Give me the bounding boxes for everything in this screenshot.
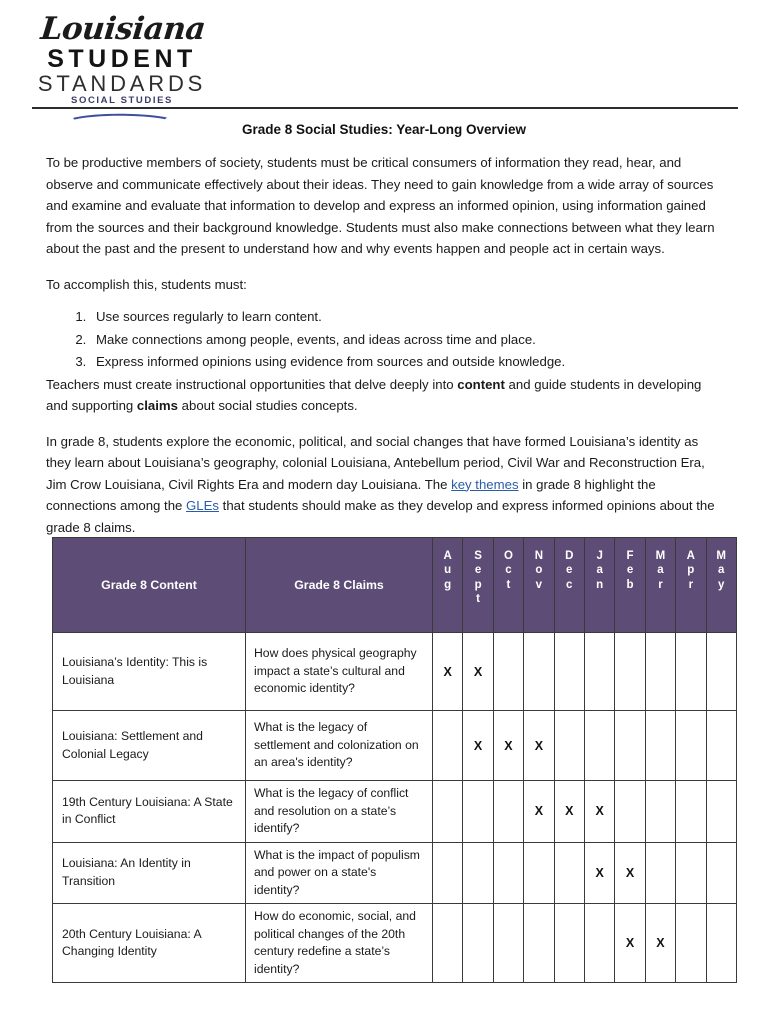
- table-row: [53, 781, 737, 843]
- cell-month-aug: [433, 781, 463, 843]
- cell-month-apr: [676, 904, 706, 983]
- month-letter: r: [688, 578, 694, 591]
- month-letter: c: [505, 564, 512, 576]
- month-letter: n: [596, 578, 604, 591]
- cell-claim: What is the impact of populism and power on a state's identity?: [246, 842, 433, 904]
- cell-month-oct: [493, 781, 523, 843]
- grade8-overview-paragraph: [46, 431, 722, 539]
- cell-month-feb: X: [615, 842, 645, 904]
- table-row: [53, 711, 737, 781]
- column-header-month-jan: [584, 538, 614, 633]
- list-item: 3. Express informed opinions using evidence from sources and outside knowledge.: [90, 351, 722, 373]
- month-letter: c: [566, 578, 573, 591]
- list-item: 2. Make connections among people, events, and ideas across time and place.: [90, 329, 722, 351]
- month-letter: a: [657, 564, 664, 576]
- intro-paragraph: To be productive members of society, students must be critical consumers of information they read, hear, and observe and communicate effectively about their ideas. They need to gain knowledge from a wide array of sources and examine and evaluate that information to develop and express an informed opinion, using information gained from the sources and their background knowledge. Students must also make connections between what they learn about the past and the present to understand how and why events happen and people act in certain ways.: [46, 155, 715, 256]
- cell-month-oct: [493, 633, 523, 711]
- cell-claim: How do economic, social, and political changes of the 20th century redefine a state’s identity?: [246, 904, 433, 983]
- grade-text-3: that students should make as they develop and express informed opinions about the grade 8 claims.: [46, 498, 715, 535]
- list-item: 1. Use sources regularly to learn content.: [90, 306, 722, 328]
- logo-word-social-studies: SOCIAL STUDIES: [71, 95, 173, 106]
- cell-content: 19th Century Louisiana: A State in Conflict: [53, 781, 246, 843]
- cell-month-aug: X: [433, 633, 463, 711]
- cell-month-aug: [433, 842, 463, 904]
- cell-month-sept: X: [463, 711, 493, 781]
- table-body: [53, 633, 737, 983]
- cell-month-dec: [554, 711, 584, 781]
- cell-claim: What is the legacy of settlement and colonization on an area's identity?: [246, 711, 433, 781]
- column-header-month-mar: [645, 538, 675, 633]
- cell-month-dec: [554, 842, 584, 904]
- month-letter: v: [535, 578, 543, 591]
- cell-month-nov: [524, 904, 554, 983]
- month-letter: e: [566, 564, 573, 576]
- teachers-text-1: Teachers must create instructional opportunities that delve deeply into: [46, 376, 458, 392]
- month-letters-nov: [524, 539, 553, 632]
- cell-month-may: [706, 842, 736, 904]
- table-row: [53, 842, 737, 904]
- lead-in-text: To accomplish this, students must:: [46, 276, 247, 292]
- year-long-overview-table: [52, 537, 737, 983]
- month-letter: b: [626, 578, 634, 591]
- column-header-month-apr: [676, 538, 706, 633]
- cell-month-mar: X: [645, 904, 675, 983]
- cell-content: Louisiana: Settlement and Colonial Legacy: [53, 711, 246, 781]
- cell-month-mar: [645, 842, 675, 904]
- cell-month-dec: [554, 633, 584, 711]
- cell-month-mar: [645, 633, 675, 711]
- month-letters-mar: [646, 539, 675, 632]
- month-letter: D: [565, 549, 574, 562]
- column-header-month-oct: [493, 538, 523, 633]
- month-letters-sept: [463, 539, 492, 632]
- cell-claim: How does physical geography impact a state’s cultural and economic identity?: [246, 633, 433, 711]
- cell-month-jan: [584, 711, 614, 781]
- cell-month-may: [706, 633, 736, 711]
- cell-month-apr: [676, 633, 706, 711]
- cell-month-feb: [615, 711, 645, 781]
- month-letters-dec: [555, 539, 584, 632]
- cell-month-may: [706, 711, 736, 781]
- gles-link[interactable]: GLEs: [186, 498, 220, 513]
- column-header-month-aug: [433, 538, 463, 633]
- month-letter: F: [626, 549, 634, 562]
- cell-month-jan: [584, 904, 614, 983]
- month-letters-jan: [585, 539, 614, 632]
- month-letter: e: [626, 564, 634, 576]
- month-letter: A: [443, 549, 452, 562]
- table-header-row: [53, 538, 737, 633]
- table-header: [53, 538, 737, 633]
- bold-content: content: [457, 376, 505, 392]
- month-letter: p: [474, 578, 482, 591]
- month-letter: g: [444, 578, 452, 591]
- cell-month-apr: [676, 842, 706, 904]
- column-header-content: Grade 8 Content: [53, 538, 246, 633]
- logo-script-louisiana: Louisiana: [38, 11, 208, 47]
- month-letter: J: [596, 549, 603, 562]
- cell-month-feb: [615, 781, 645, 843]
- cell-month-jan: [584, 633, 614, 711]
- month-letter: p: [687, 564, 695, 576]
- column-header-claims: Grade 8 Claims: [246, 538, 433, 633]
- cell-month-nov: [524, 842, 554, 904]
- month-letter: M: [716, 549, 726, 562]
- month-letter: t: [476, 593, 480, 605]
- month-letter: o: [535, 564, 543, 576]
- cell-month-dec: [554, 904, 584, 983]
- month-letter: t: [506, 578, 511, 591]
- cell-month-mar: [645, 781, 675, 843]
- month-letters-apr: [676, 539, 705, 632]
- table-row: [53, 633, 737, 711]
- cell-month-jan: X: [584, 842, 614, 904]
- month-letter: A: [686, 549, 695, 562]
- grade-text-1: In grade 8, students explore the economic, political, and social changes that have formed Louisiana’s identity as they learn about Louisiana’s geography, colonial Louisiana, Antebellum period, Civil War and Reconstruction Era, Jim Crow Louisiana, Civil Rights Era and modern day Louisiana. The: [46, 433, 705, 492]
- month-letter: M: [655, 549, 666, 562]
- month-letters-feb: [615, 539, 644, 632]
- month-letter: u: [444, 564, 452, 576]
- key-themes-link[interactable]: key themes: [451, 476, 519, 492]
- month-letter: S: [474, 549, 482, 562]
- column-header-month-may: [706, 538, 736, 633]
- cell-month-sept: [463, 842, 493, 904]
- cell-month-apr: [676, 711, 706, 781]
- column-header-month-dec: [554, 538, 584, 633]
- cell-month-sept: [463, 904, 493, 983]
- logo-word-standards: STANDARDS: [37, 71, 207, 96]
- teachers-text-2: and guide students in developing and supporting: [46, 376, 702, 413]
- month-letter: r: [658, 578, 663, 591]
- table-row: [53, 904, 737, 983]
- cell-month-sept: [463, 781, 493, 843]
- cell-claim: What is the legacy of conflict and resolution on a state’s identify?: [246, 781, 433, 843]
- cell-month-oct: [493, 904, 523, 983]
- month-letters-may: [707, 539, 736, 632]
- month-letters-oct: [494, 539, 523, 632]
- logo-word-student: STUDENT: [47, 45, 197, 73]
- column-header-month-nov: [524, 538, 554, 633]
- cell-month-nov: [524, 633, 554, 711]
- teachers-paragraph: [46, 374, 722, 417]
- bold-claims: claims: [136, 398, 178, 413]
- cell-month-jan: X: [584, 781, 614, 843]
- cell-content: Louisiana’s Identity: This is Louisiana: [53, 633, 246, 711]
- cell-content: Louisiana: An Identity in Transition: [53, 842, 246, 904]
- cell-content: 20th Century Louisiana: A Changing Identity: [53, 904, 246, 983]
- column-header-month-feb: [615, 538, 645, 633]
- cell-month-feb: [615, 633, 645, 711]
- cell-month-apr: [676, 781, 706, 843]
- month-letter: O: [504, 549, 513, 562]
- document-body: [46, 120, 722, 552]
- header-divider: [32, 107, 738, 109]
- cell-month-aug: [433, 904, 463, 983]
- cell-month-nov: X: [524, 711, 554, 781]
- cell-month-mar: [645, 711, 675, 781]
- cell-month-may: [706, 904, 736, 983]
- logo-swoosh-icon: [72, 112, 168, 120]
- month-letter: a: [718, 564, 725, 576]
- cell-month-aug: [433, 711, 463, 781]
- cell-month-oct: [493, 842, 523, 904]
- louisiana-student-standards-logo: [30, 12, 210, 104]
- year-long-overview-table-wrapper: [52, 537, 736, 983]
- cell-month-dec: X: [554, 781, 584, 843]
- cell-month-nov: X: [524, 781, 554, 843]
- month-letter: y: [718, 578, 725, 591]
- cell-month-feb: X: [615, 904, 645, 983]
- grade-text-2: in grade 8 highlight the connections among the: [46, 476, 656, 513]
- teachers-text-3: about social studies concepts.: [177, 398, 358, 413]
- page-title: Grade 8 Social Studies: Year-Long Overview: [241, 122, 527, 137]
- cell-month-sept: X: [463, 633, 493, 711]
- month-letters-aug: [433, 539, 462, 632]
- cell-month-may: [706, 781, 736, 843]
- student-requirements-list: [46, 306, 722, 373]
- cell-month-oct: X: [493, 711, 523, 781]
- month-letter: e: [474, 564, 482, 576]
- column-header-month-sept: [463, 538, 493, 633]
- month-letter: N: [534, 549, 544, 562]
- month-letter: a: [596, 564, 603, 576]
